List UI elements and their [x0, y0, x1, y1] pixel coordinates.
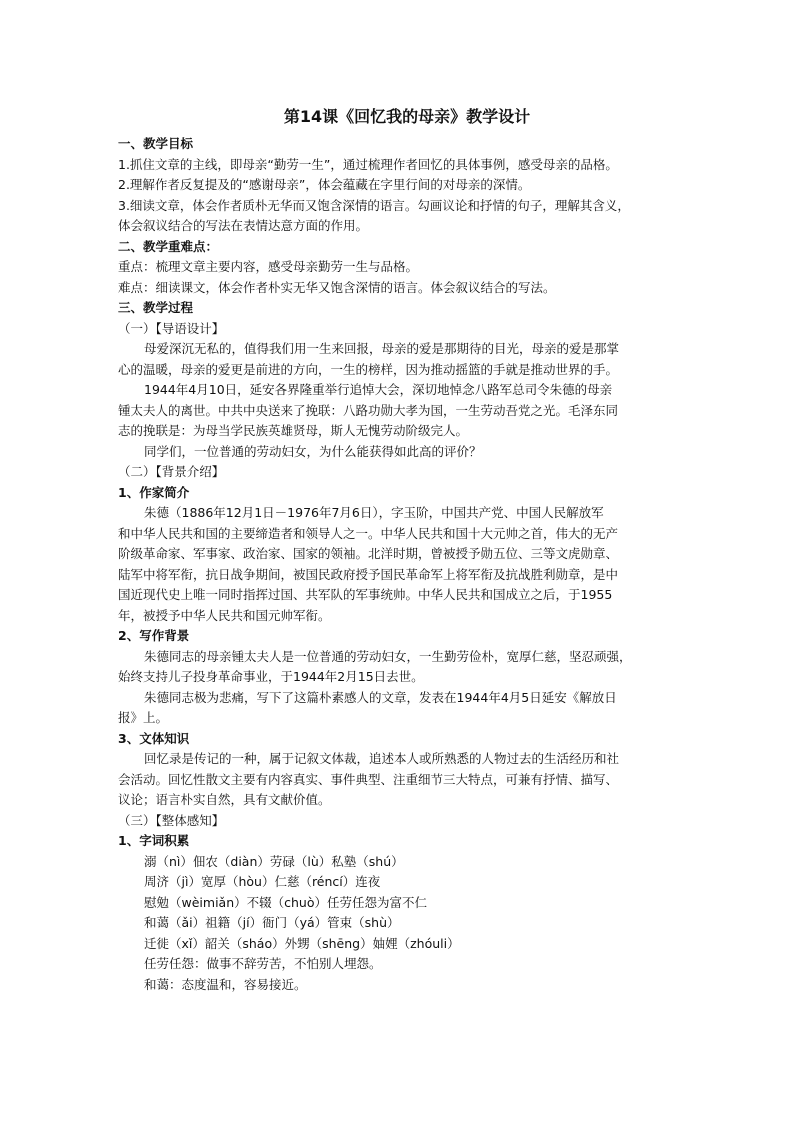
paragraph-line: 议论；语言朴实自然，具有文献价值。 — [118, 792, 331, 807]
paragraph-line: 国近现代史上唯一同时指挥过国、共军队的军事统帅。中华人民共和国成立之后，于1955 — [118, 587, 613, 602]
paragraph-line: 朱德（1886年12月1日－1976年7月6日），字玉阶，中国共产党、中国人民解放军 — [144, 505, 604, 520]
section-heading-process: 三、教学过程 — [118, 300, 194, 315]
paragraph-line: 朱德同志的母亲锺太夫人是一位普通的劳动妇女，一生勤劳俭朴，宽厚仁慈，坚忍顽强， — [144, 648, 632, 664]
paragraph-line: 陆军中将军衔，抗日战争期间，被国民政府授予国民革命军上将军衔及抗战胜利勋章，是中 — [118, 566, 619, 582]
paragraph-line: 和中华人民共和国的主要缔造者和领导人之一。中华人民共和国十大元帅之首，伟大的无产 — [118, 525, 619, 541]
document-page — [118, 100, 678, 995]
paragraph-line: 年，被授予中华人民共和国元帅军衔。 — [118, 607, 331, 623]
vocab-line: 迁徙（xǐ）韶关（sháo）外甥（shēng）妯娌（zhóuli） — [144, 935, 460, 951]
vocab-line: 慰勉（wèimiǎn）不辍（chuò）任劳任怨为富不仁 — [144, 894, 427, 910]
paragraph-line: 同学们，一位普通的劳动妇女，为什么能获得如此高的评价？ — [144, 443, 482, 459]
paragraph-line: 朱德同志极为悲痛，写下了这篇朴素感人的文章，发表在1944年4月5日延安《解放日 — [144, 689, 617, 705]
vocab-definition: 和蔼：态度温和，容易接近。 — [144, 976, 307, 992]
section-heading-goals: 一、教学目标 — [118, 136, 194, 151]
vocab-line: 溺（nì）佃农（diàn）劳碌（lù）私塾（shú） — [144, 853, 404, 869]
subsection-heading-intro: （一）【导语设计】 — [118, 320, 225, 336]
paragraph-line: 心的温暖，母亲的爱更是前进的方向，一生的榜样，因为推动摇篮的手就是推动世界的手。 — [118, 361, 619, 377]
goal-item-3: 3.细读文章，体会作者质朴无华而又饱含深情的语言。勾画议论和抒情的句子，理解其含义， — [118, 197, 630, 213]
paragraph-line: 报》上。 — [118, 710, 169, 725]
item-heading-author: 1、作家简介 — [118, 484, 190, 500]
subsection-heading-background: （二）【背景介绍】 — [118, 464, 225, 479]
goal-item-1: 1.抓住文章的主线，即母亲“勤劳一生”，通过梳理作者回忆的具体事例，感受母亲的品格。 — [118, 156, 618, 172]
paragraph-line: 回忆录是传记的一种，属于记叙文体裁，追述本人或所熟悉的人物过去的生活经历和社 — [144, 751, 620, 766]
paragraph-line: 阶级革命家、军事家、政治家、国家的领袖。北洋时期，曾被授予勋五位、三等文虎勋章、 — [118, 546, 619, 561]
paragraph-line: 志的挽联是：为母当学民族英雄贤母，斯人无愧劳动阶级完人。 — [118, 423, 469, 438]
paragraph-line: 1944年4月10日，延安各界隆重举行追悼大会，深切地悼念八路军总司令朱德的母亲 — [144, 382, 613, 397]
goal-item-3-cont: 体会叙议结合的写法在表情达意方面的作用。 — [118, 218, 369, 233]
difficult-point: 难点：细读课文，体会作者朴实无华又饱含深情的语言。体会叙议结合的写法。 — [118, 279, 556, 295]
key-point: 重点：梳理文章主要内容，感受母亲勤劳一生与品格。 — [118, 259, 419, 274]
paragraph-line: 会活动。回忆性散文主要有内容真实、事件典型、注重细节三大特点，可兼有抒情、描写、 — [118, 771, 619, 787]
item-heading-vocabulary: 1、字词积累 — [118, 833, 190, 848]
vocab-line: 和蔼（ǎi）祖籍（jí）衙门（yá）管束（shù） — [144, 915, 400, 930]
paragraph-line: 锺太夫人的离世。中共中央送来了挽联：八路功勋大孝为国，一生劳动吾党之光。毛泽东同 — [118, 402, 619, 418]
vocab-definition: 任劳任怨：做事不辞劳苦，不怕别人埋怨。 — [144, 956, 382, 971]
item-heading-writing-background: 2、写作背景 — [118, 628, 190, 643]
document-title: 第14课《回忆我的母亲》教学设计 — [283, 107, 531, 126]
vocab-line: 周济（jì）宽厚（hòu）仁慈（réncí）连夜 — [144, 874, 381, 889]
paragraph-line: 始终支持儿子投身革命事业，于1944年2月15日去世。 — [118, 669, 424, 684]
paragraph-line: 母爱深沉无私的，值得我们用一生来回报，母亲的爱是那期待的目光，母亲的爱是那掌 — [144, 341, 620, 356]
goal-item-2: 2.理解作者反复提及的“感谢母亲”，体会蕴藏在字里行间的对母亲的深情。 — [118, 177, 531, 192]
section-heading-keypoints: 二、教学重难点： — [118, 238, 219, 254]
item-heading-genre: 3、文体知识 — [118, 730, 190, 746]
subsection-heading-overview: （三）【整体感知】 — [118, 812, 225, 828]
